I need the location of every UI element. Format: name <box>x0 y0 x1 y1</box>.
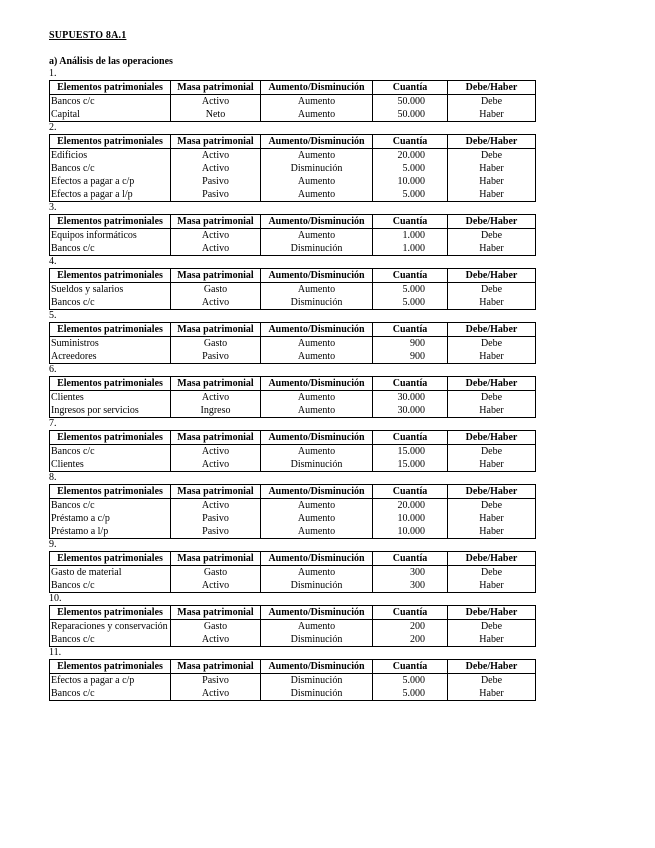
cell-mass: Activo <box>171 687 261 701</box>
cell-side: Haber <box>448 512 536 525</box>
column-header: Cuantía <box>373 323 448 337</box>
column-header: Masa patrimonial <box>171 660 261 674</box>
cell-element: Sueldos y salarios <box>50 283 171 297</box>
cell-side: Haber <box>448 242 536 256</box>
table-row <box>50 108 536 122</box>
cell-mass: Activo <box>171 499 261 513</box>
column-header: Debe/Haber <box>448 431 536 445</box>
cell-mass: Activo <box>171 162 261 175</box>
document-title: SUPUESTO 8A.1 <box>49 30 127 41</box>
cell-mass: Ingreso <box>171 404 261 418</box>
cell-amount: 10.000 <box>373 525 448 539</box>
column-header: Masa patrimonial <box>171 215 261 229</box>
cell-amount: 10.000 <box>373 175 448 188</box>
cell-amount: 5.000 <box>373 674 448 688</box>
column-header: Cuantía <box>373 552 448 566</box>
column-header: Debe/Haber <box>448 81 536 95</box>
column-header: Masa patrimonial <box>171 552 261 566</box>
table-row <box>50 525 536 539</box>
cell-change: Disminución <box>261 633 373 647</box>
column-header: Debe/Haber <box>448 485 536 499</box>
column-header: Debe/Haber <box>448 323 536 337</box>
operation-table <box>49 659 536 701</box>
cell-side: Haber <box>448 296 536 310</box>
cell-side: Debe <box>448 149 536 163</box>
cell-change: Aumento <box>261 350 373 364</box>
table-row <box>50 404 536 418</box>
table-row <box>50 687 536 701</box>
column-header: Aumento/Disminución <box>261 606 373 620</box>
column-header: Cuantía <box>373 81 448 95</box>
cell-side: Debe <box>448 391 536 405</box>
cell-side: Haber <box>448 458 536 472</box>
cell-element: Gasto de material <box>50 566 171 580</box>
cell-amount: 5.000 <box>373 687 448 701</box>
cell-amount: 30.000 <box>373 404 448 418</box>
cell-change: Disminución <box>261 242 373 256</box>
operation-table <box>49 322 536 364</box>
cell-element: Ingresos por servicios <box>50 404 171 418</box>
column-header: Aumento/Disminución <box>261 135 373 149</box>
cell-mass: Activo <box>171 579 261 593</box>
column-header: Aumento/Disminución <box>261 552 373 566</box>
cell-change: Disminución <box>261 458 373 472</box>
operation-number: 3. <box>49 202 57 213</box>
table-row <box>50 350 536 364</box>
cell-amount: 1.000 <box>373 229 448 243</box>
cell-side: Debe <box>448 499 536 513</box>
column-header: Debe/Haber <box>448 215 536 229</box>
column-header: Masa patrimonial <box>171 269 261 283</box>
table-row <box>50 162 536 175</box>
table-row <box>50 458 536 472</box>
table-row <box>50 512 536 525</box>
cell-amount: 5.000 <box>373 283 448 297</box>
cell-mass: Activo <box>171 149 261 163</box>
cell-change: Aumento <box>261 404 373 418</box>
cell-change: Disminución <box>261 579 373 593</box>
table-header-row <box>50 323 536 337</box>
column-header: Masa patrimonial <box>171 377 261 391</box>
document <box>49 30 535 701</box>
cell-element: Bancos c/c <box>50 499 171 513</box>
cell-side: Haber <box>448 687 536 701</box>
column-header: Aumento/Disminución <box>261 215 373 229</box>
cell-change: Disminución <box>261 674 373 688</box>
cell-mass: Activo <box>171 296 261 310</box>
table-header-row <box>50 485 536 499</box>
column-header: Cuantía <box>373 485 448 499</box>
cell-amount: 20.000 <box>373 499 448 513</box>
cell-mass: Pasivo <box>171 525 261 539</box>
cell-amount: 5.000 <box>373 162 448 175</box>
cell-mass: Gasto <box>171 283 261 297</box>
table-header-row <box>50 552 536 566</box>
cell-mass: Pasivo <box>171 350 261 364</box>
cell-element: Clientes <box>50 458 171 472</box>
cell-mass: Pasivo <box>171 175 261 188</box>
cell-side: Haber <box>448 162 536 175</box>
table-row <box>50 566 536 580</box>
table-row <box>50 283 536 297</box>
operation-table <box>49 484 536 539</box>
cell-amount: 1.000 <box>373 242 448 256</box>
operation-number: 6. <box>49 364 57 375</box>
cell-side: Debe <box>448 566 536 580</box>
column-header: Elementos patrimoniales <box>50 660 171 674</box>
operation-table <box>49 214 536 256</box>
column-header: Cuantía <box>373 431 448 445</box>
cell-amount: 200 <box>373 620 448 634</box>
operation-number: 1. <box>49 68 57 79</box>
column-header: Aumento/Disminución <box>261 323 373 337</box>
cell-amount: 30.000 <box>373 391 448 405</box>
table-row <box>50 391 536 405</box>
cell-mass: Gasto <box>171 620 261 634</box>
table-header-row <box>50 81 536 95</box>
column-header: Elementos patrimoniales <box>50 269 171 283</box>
column-header: Masa patrimonial <box>171 81 261 95</box>
table-row <box>50 296 536 310</box>
cell-side: Haber <box>448 188 536 202</box>
column-header: Cuantía <box>373 215 448 229</box>
column-header: Masa patrimonial <box>171 431 261 445</box>
cell-element: Equipos informáticos <box>50 229 171 243</box>
operation-number: 11. <box>49 647 62 658</box>
column-header: Aumento/Disminución <box>261 377 373 391</box>
cell-amount: 200 <box>373 633 448 647</box>
cell-mass: Activo <box>171 445 261 459</box>
cell-element: Bancos c/c <box>50 242 171 256</box>
cell-amount: 15.000 <box>373 445 448 459</box>
cell-element: Bancos c/c <box>50 579 171 593</box>
operation-table <box>49 376 536 418</box>
cell-change: Aumento <box>261 566 373 580</box>
operation-number: 10. <box>49 593 62 604</box>
cell-amount: 50.000 <box>373 108 448 122</box>
cell-mass: Activo <box>171 633 261 647</box>
cell-change: Aumento <box>261 620 373 634</box>
column-header: Elementos patrimoniales <box>50 377 171 391</box>
table-row <box>50 188 536 202</box>
cell-change: Aumento <box>261 525 373 539</box>
cell-amount: 900 <box>373 337 448 351</box>
column-header: Aumento/Disminución <box>261 81 373 95</box>
cell-side: Debe <box>448 229 536 243</box>
column-header: Debe/Haber <box>448 606 536 620</box>
column-header: Debe/Haber <box>448 552 536 566</box>
column-header: Masa patrimonial <box>171 323 261 337</box>
cell-element: Bancos c/c <box>50 162 171 175</box>
table-row <box>50 499 536 513</box>
cell-mass: Pasivo <box>171 674 261 688</box>
table-row <box>50 95 536 109</box>
table-row <box>50 633 536 647</box>
table-header-row <box>50 135 536 149</box>
operation-table <box>49 80 536 122</box>
table-row <box>50 579 536 593</box>
table-row <box>50 242 536 256</box>
cell-amount: 15.000 <box>373 458 448 472</box>
table-row <box>50 337 536 351</box>
cell-element: Clientes <box>50 391 171 405</box>
cell-mass: Activo <box>171 242 261 256</box>
cell-change: Disminución <box>261 296 373 310</box>
cell-amount: 300 <box>373 566 448 580</box>
table-header-row <box>50 269 536 283</box>
cell-side: Haber <box>448 525 536 539</box>
column-header: Cuantía <box>373 660 448 674</box>
cell-side: Haber <box>448 350 536 364</box>
cell-mass: Pasivo <box>171 188 261 202</box>
cell-element: Bancos c/c <box>50 296 171 310</box>
operation-table <box>49 430 536 472</box>
column-header: Cuantía <box>373 269 448 283</box>
column-header: Debe/Haber <box>448 135 536 149</box>
cell-element: Capital <box>50 108 171 122</box>
column-header: Masa patrimonial <box>171 135 261 149</box>
cell-change: Aumento <box>261 188 373 202</box>
cell-change: Aumento <box>261 391 373 405</box>
cell-mass: Gasto <box>171 337 261 351</box>
cell-mass: Activo <box>171 391 261 405</box>
cell-side: Debe <box>448 283 536 297</box>
column-header: Cuantía <box>373 377 448 391</box>
cell-change: Disminución <box>261 162 373 175</box>
cell-amount: 900 <box>373 350 448 364</box>
cell-side: Debe <box>448 445 536 459</box>
cell-change: Aumento <box>261 337 373 351</box>
cell-amount: 10.000 <box>373 512 448 525</box>
cell-mass: Activo <box>171 458 261 472</box>
column-header: Elementos patrimoniales <box>50 431 171 445</box>
table-header-row <box>50 215 536 229</box>
operation-number: 5. <box>49 310 57 321</box>
column-header: Elementos patrimoniales <box>50 81 171 95</box>
cell-element: Préstamo a c/p <box>50 512 171 525</box>
cell-element: Efectos a pagar a c/p <box>50 175 171 188</box>
cell-mass: Activo <box>171 229 261 243</box>
operations-list <box>49 68 535 701</box>
table-header-row <box>50 606 536 620</box>
operation-table <box>49 134 536 202</box>
cell-element: Acreedores <box>50 350 171 364</box>
operation-number: 9. <box>49 539 57 550</box>
column-header: Masa patrimonial <box>171 606 261 620</box>
operation-number: 8. <box>49 472 57 483</box>
column-header: Aumento/Disminución <box>261 485 373 499</box>
cell-change: Disminución <box>261 687 373 701</box>
cell-amount: 50.000 <box>373 95 448 109</box>
column-header: Elementos patrimoniales <box>50 135 171 149</box>
cell-change: Aumento <box>261 499 373 513</box>
column-header: Debe/Haber <box>448 269 536 283</box>
cell-mass: Gasto <box>171 566 261 580</box>
column-header: Masa patrimonial <box>171 485 261 499</box>
cell-mass: Activo <box>171 95 261 109</box>
cell-change: Aumento <box>261 149 373 163</box>
table-row <box>50 175 536 188</box>
column-header: Aumento/Disminución <box>261 269 373 283</box>
table-header-row <box>50 660 536 674</box>
cell-element: Bancos c/c <box>50 445 171 459</box>
cell-change: Aumento <box>261 229 373 243</box>
cell-amount: 20.000 <box>373 149 448 163</box>
cell-element: Bancos c/c <box>50 633 171 647</box>
cell-element: Suministros <box>50 337 171 351</box>
operation-number: 2. <box>49 122 57 133</box>
cell-element: Efectos a pagar a c/p <box>50 674 171 688</box>
cell-amount: 5.000 <box>373 188 448 202</box>
cell-mass: Neto <box>171 108 261 122</box>
column-header: Cuantía <box>373 606 448 620</box>
operation-table <box>49 605 536 647</box>
cell-side: Haber <box>448 175 536 188</box>
cell-side: Haber <box>448 404 536 418</box>
table-row <box>50 620 536 634</box>
table-row <box>50 674 536 688</box>
cell-side: Debe <box>448 337 536 351</box>
operation-table <box>49 551 536 593</box>
cell-side: Debe <box>448 674 536 688</box>
cell-side: Debe <box>448 620 536 634</box>
table-row <box>50 445 536 459</box>
cell-side: Debe <box>448 95 536 109</box>
operation-number: 4. <box>49 256 57 267</box>
column-header: Aumento/Disminución <box>261 660 373 674</box>
table-row <box>50 229 536 243</box>
column-header: Debe/Haber <box>448 377 536 391</box>
column-header: Debe/Haber <box>448 660 536 674</box>
operation-number: 7. <box>49 418 57 429</box>
column-header: Cuantía <box>373 135 448 149</box>
cell-change: Aumento <box>261 95 373 109</box>
cell-change: Aumento <box>261 175 373 188</box>
cell-change: Aumento <box>261 445 373 459</box>
cell-side: Haber <box>448 633 536 647</box>
cell-element: Edificios <box>50 149 171 163</box>
cell-side: Haber <box>448 108 536 122</box>
column-header: Aumento/Disminución <box>261 431 373 445</box>
column-header: Elementos patrimoniales <box>50 215 171 229</box>
column-header: Elementos patrimoniales <box>50 552 171 566</box>
column-header: Elementos patrimoniales <box>50 323 171 337</box>
cell-change: Aumento <box>261 283 373 297</box>
cell-change: Aumento <box>261 108 373 122</box>
cell-amount: 300 <box>373 579 448 593</box>
table-header-row <box>50 377 536 391</box>
cell-mass: Pasivo <box>171 512 261 525</box>
cell-element: Bancos c/c <box>50 687 171 701</box>
cell-element: Efectos a pagar a l/p <box>50 188 171 202</box>
table-row <box>50 149 536 163</box>
cell-element: Préstamo a l/p <box>50 525 171 539</box>
table-header-row <box>50 431 536 445</box>
cell-side: Haber <box>448 579 536 593</box>
section-heading: a) Análisis de las operaciones <box>49 56 173 67</box>
column-header: Elementos patrimoniales <box>50 606 171 620</box>
cell-amount: 5.000 <box>373 296 448 310</box>
cell-element: Bancos c/c <box>50 95 171 109</box>
cell-change: Aumento <box>261 512 373 525</box>
operation-table <box>49 268 536 310</box>
column-header: Elementos patrimoniales <box>50 485 171 499</box>
cell-element: Reparaciones y conservación <box>50 620 171 634</box>
